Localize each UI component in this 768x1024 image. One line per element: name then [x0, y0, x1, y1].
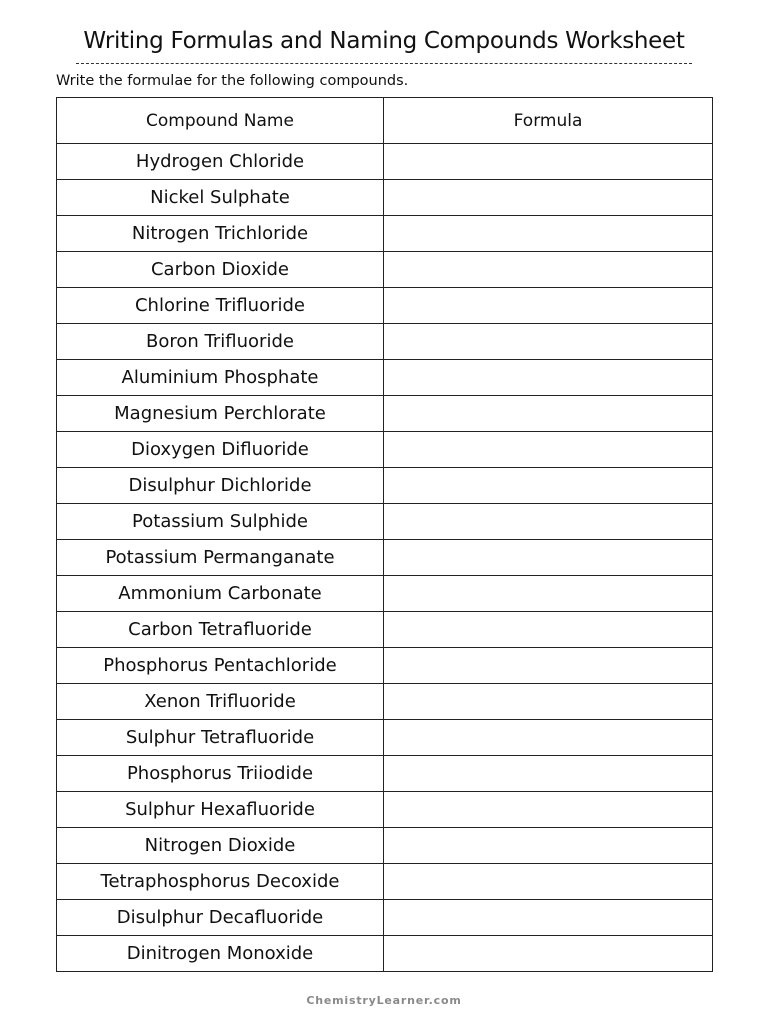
compound-name-cell: Potassium Permanganate — [57, 540, 384, 576]
footer-source: ChemistryLearner.com — [306, 994, 462, 1007]
formula-answer-cell[interactable] — [384, 396, 713, 432]
table-row — [57, 324, 713, 360]
compound-name-cell: Aluminium Phosphate — [57, 360, 384, 396]
formula-answer-cell[interactable] — [384, 828, 713, 864]
table-row — [57, 180, 713, 216]
formula-answer-cell[interactable] — [384, 756, 713, 792]
compound-name-cell: Hydrogen Chloride — [57, 144, 384, 180]
formula-answer-cell[interactable] — [384, 216, 713, 252]
header-compound-name: Compound Name — [57, 98, 384, 144]
compound-name-cell: Nitrogen Trichloride — [57, 216, 384, 252]
table-row — [57, 288, 713, 324]
formula-answer-cell[interactable] — [384, 324, 713, 360]
compound-name-cell: Tetraphosphorus Decoxide — [57, 864, 384, 900]
formula-answer-cell[interactable] — [384, 936, 713, 972]
table-row — [57, 864, 713, 900]
compound-name-cell: Carbon Tetrafluoride — [57, 612, 384, 648]
formula-answer-cell[interactable] — [384, 288, 713, 324]
table-row — [57, 540, 713, 576]
instructions-text: Write the formulae for the following compounds. — [56, 73, 409, 89]
formula-answer-cell[interactable] — [384, 864, 713, 900]
compound-name-cell: Boron Trifluoride — [57, 324, 384, 360]
formula-answer-cell[interactable] — [384, 252, 713, 288]
formula-answer-cell[interactable] — [384, 720, 713, 756]
compound-name-cell: Phosphorus Pentachloride — [57, 648, 384, 684]
formula-answer-cell[interactable] — [384, 540, 713, 576]
compound-name-cell: Ammonium Carbonate — [57, 576, 384, 612]
table-row — [57, 396, 713, 432]
formula-answer-cell[interactable] — [384, 792, 713, 828]
compound-name-cell: Magnesium Perchlorate — [57, 396, 384, 432]
table-row — [57, 756, 713, 792]
table-row — [57, 900, 713, 936]
table-row — [57, 684, 713, 720]
table-row — [57, 252, 713, 288]
formula-answer-cell[interactable] — [384, 648, 713, 684]
table-row — [57, 144, 713, 180]
compound-name-cell: Phosphorus Triiodide — [57, 756, 384, 792]
table-row — [57, 504, 713, 540]
table-row — [57, 612, 713, 648]
table-row — [57, 576, 713, 612]
table-row — [57, 828, 713, 864]
table-row — [57, 216, 713, 252]
table-row — [57, 792, 713, 828]
formula-answer-cell[interactable] — [384, 180, 713, 216]
compounds-table — [56, 97, 713, 972]
compound-name-cell: Potassium Sulphide — [57, 504, 384, 540]
worksheet-title: Writing Formulas and Naming Compounds Worksheet — [83, 28, 685, 54]
formula-answer-cell[interactable] — [384, 468, 713, 504]
formula-answer-cell[interactable] — [384, 144, 713, 180]
compound-name-cell: Disulphur Dichloride — [57, 468, 384, 504]
formula-answer-cell[interactable] — [384, 612, 713, 648]
compound-name-cell: Disulphur Decafluoride — [57, 900, 384, 936]
table-row — [57, 468, 713, 504]
table-row — [57, 720, 713, 756]
formula-answer-cell[interactable] — [384, 504, 713, 540]
table-body — [57, 144, 713, 972]
formula-answer-cell[interactable] — [384, 900, 713, 936]
compound-name-cell: Dioxygen Difluoride — [57, 432, 384, 468]
title-dashed-divider — [76, 63, 692, 64]
compound-name-cell: Chlorine Trifluoride — [57, 288, 384, 324]
compound-name-cell: Nickel Sulphate — [57, 180, 384, 216]
table-row — [57, 360, 713, 396]
compound-name-cell: Sulphur Hexafluoride — [57, 792, 384, 828]
header-formula: Formula — [384, 98, 713, 144]
compound-name-cell: Dinitrogen Monoxide — [57, 936, 384, 972]
compound-name-cell: Sulphur Tetrafluoride — [57, 720, 384, 756]
table-row — [57, 648, 713, 684]
table-row — [57, 432, 713, 468]
compound-name-cell: Nitrogen Dioxide — [57, 828, 384, 864]
formula-answer-cell[interactable] — [384, 432, 713, 468]
table-header-row — [57, 98, 713, 144]
formula-answer-cell[interactable] — [384, 684, 713, 720]
compound-name-cell: Carbon Dioxide — [57, 252, 384, 288]
compound-name-cell: Xenon Trifluoride — [57, 684, 384, 720]
formula-answer-cell[interactable] — [384, 576, 713, 612]
formula-answer-cell[interactable] — [384, 360, 713, 396]
table-row — [57, 936, 713, 972]
